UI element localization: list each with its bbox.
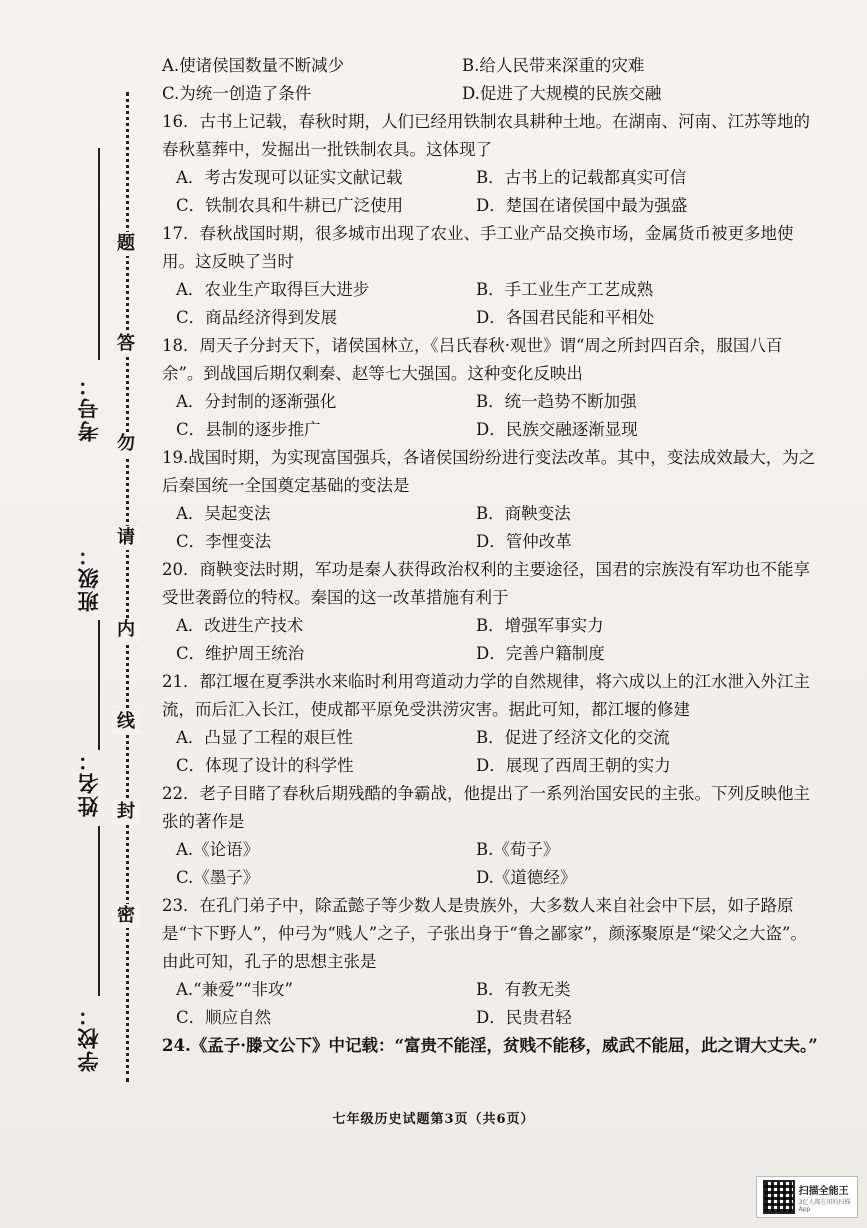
exam-number-label: 考号： bbox=[77, 373, 101, 442]
option-a[interactable]: A．考古发现可以证实文献记载 bbox=[176, 168, 403, 187]
seal-word-feng: 封 bbox=[112, 800, 140, 824]
seal-word-mi: 密 bbox=[112, 904, 140, 928]
option-d[interactable]: D．管仲改革 bbox=[476, 532, 572, 551]
option-c[interactable]: C．李悝变法 bbox=[176, 532, 272, 551]
option-row bbox=[162, 416, 822, 444]
option-row bbox=[162, 724, 822, 752]
seal-word-nei: 内 bbox=[112, 618, 140, 642]
option-b[interactable]: B．古书上的记载都真实可信 bbox=[476, 168, 687, 187]
option-d[interactable]: D.《道德经》 bbox=[476, 868, 577, 887]
question-15-tail bbox=[162, 52, 822, 108]
question-stem: 17．春秋战国时期，很多城市出现了农业、手工业产品交换市场，金属货币被更多地使用。这反映了当时 bbox=[162, 224, 794, 271]
option-b[interactable]: B．统一趋势不断加强 bbox=[476, 392, 637, 411]
seal-word-ti: 题 bbox=[112, 232, 140, 256]
option-b[interactable]: B．手工业生产工艺成熟 bbox=[476, 280, 654, 299]
option-c[interactable]: C．维护周王统治 bbox=[176, 644, 305, 663]
question-22 bbox=[162, 780, 822, 892]
scanner-app-name: 扫描全能王 bbox=[798, 1185, 849, 1197]
exam-number-line[interactable] bbox=[98, 148, 100, 360]
option-a[interactable]: A.《论语》 bbox=[176, 840, 260, 859]
option-c[interactable]: C．顺应自然 bbox=[176, 1008, 272, 1027]
option-row bbox=[162, 192, 822, 220]
option-b[interactable]: B．商鞅变法 bbox=[476, 504, 571, 523]
option-a[interactable]: A．改进生产技术 bbox=[176, 616, 304, 635]
seal-word-xian: 线 bbox=[112, 710, 140, 734]
question-23 bbox=[162, 892, 822, 1032]
question-list bbox=[162, 52, 822, 1060]
scanner-watermark-text bbox=[799, 1182, 857, 1213]
option-d[interactable]: D．展现了西周王朝的实力 bbox=[476, 756, 671, 775]
question-17 bbox=[162, 220, 822, 332]
option-row bbox=[162, 1004, 822, 1032]
qr-code-icon bbox=[763, 1180, 795, 1214]
option-d[interactable]: D．各国君民能和平相处 bbox=[476, 308, 655, 327]
option-a[interactable]: A．分封制的逐渐强化 bbox=[176, 392, 337, 411]
option-a[interactable]: A．吴起变法 bbox=[176, 504, 271, 523]
option-d[interactable]: D.促进了大规模的民族交融 bbox=[462, 84, 662, 103]
option-b[interactable]: B.给人民带来深重的灾难 bbox=[462, 56, 645, 75]
class-label: 班级： bbox=[77, 543, 101, 612]
option-row bbox=[162, 80, 822, 108]
option-row bbox=[162, 752, 822, 780]
option-b[interactable]: B．促进了经济文化的交流 bbox=[476, 728, 670, 747]
name-label: 姓名： bbox=[77, 748, 101, 817]
option-row bbox=[162, 612, 822, 640]
option-b[interactable]: B.《荀子》 bbox=[476, 840, 560, 859]
option-c[interactable]: C.《墨子》 bbox=[176, 868, 260, 887]
question-24 bbox=[162, 1032, 822, 1060]
option-row bbox=[162, 500, 822, 528]
option-d[interactable]: D．民族交融逐渐显现 bbox=[476, 420, 638, 439]
option-c[interactable]: C．铁制农具和牛耕已广泛使用 bbox=[176, 196, 404, 215]
option-a[interactable]: A.“兼爱”“非攻” bbox=[176, 980, 293, 999]
scanner-app-slogan: 3亿人都在用的扫描App bbox=[798, 1198, 851, 1213]
option-row bbox=[162, 276, 822, 304]
question-stem: 20．商鞅变法时期，军功是秦人获得政治权利的主要途径，国君的宗族没有军功也不能享受世袭爵位的特权。秦国的这一改革措施有利于 bbox=[162, 560, 810, 607]
class-line[interactable] bbox=[98, 620, 100, 750]
question-16 bbox=[162, 108, 822, 220]
option-c[interactable]: C．县制的逐步推广 bbox=[176, 420, 321, 439]
question-stem: 19.战国时期，为实现富国强兵，各诸侯国纷纷进行变法改革。其中，变法成效最大，为之后秦国统一全国奠定基础的变法是 bbox=[162, 448, 816, 495]
option-a[interactable]: A.使诸侯国数量不断减少 bbox=[162, 56, 345, 75]
school-label: 学校： bbox=[77, 1003, 101, 1072]
question-stem: 18．周天子分封天下，诸侯国林立，《吕氏春秋·观世》谓“周之所封四百余，服国八百余”。到战国后期仅剩秦、赵等七大强国。这种变化反映出 bbox=[162, 336, 783, 383]
question-stem: 21．都江堰在夏季洪水来临时利用弯道动力学的自然规律，将六成以上的江水泄入外江主流，而后汇入长江，使成都平原免受洪涝灾害。据此可知，都江堰的修建 bbox=[162, 672, 810, 719]
option-row bbox=[162, 528, 822, 556]
page-footer: 七年级历史试题第3页（共6页） bbox=[332, 1112, 535, 1127]
option-a[interactable]: A．农业生产取得巨大进步 bbox=[176, 280, 370, 299]
option-b[interactable]: B．有教无类 bbox=[476, 980, 571, 999]
question-stem: 22．老子目睹了春秋后期残酷的争霸战，他提出了一系列治国安民的主张。下列反映他主张的著作是 bbox=[162, 784, 810, 831]
option-d[interactable]: D．楚国在诸侯国中最为强盛 bbox=[476, 196, 688, 215]
seal-word-wu: 勿 bbox=[112, 432, 140, 456]
option-row bbox=[162, 164, 822, 192]
question-19 bbox=[162, 444, 822, 556]
seal-word-qing: 请 bbox=[112, 526, 140, 550]
option-a[interactable]: A．凸显了工程的艰巨性 bbox=[176, 728, 353, 747]
option-row bbox=[162, 52, 822, 80]
question-21 bbox=[162, 668, 822, 780]
option-d[interactable]: D．完善户籍制度 bbox=[476, 644, 605, 663]
option-row bbox=[162, 836, 822, 864]
option-c[interactable]: C．商品经济得到发展 bbox=[176, 308, 338, 327]
question-stem: 24.《孟子·滕文公下》中记载：“富贵不能淫，贫贱不能移，威武不能屈，此之谓大丈夫。” bbox=[162, 1036, 818, 1055]
option-row bbox=[162, 304, 822, 332]
option-row bbox=[162, 864, 822, 892]
scanner-watermark bbox=[756, 1176, 858, 1218]
question-18 bbox=[162, 332, 822, 444]
option-row bbox=[162, 388, 822, 416]
option-d[interactable]: D．民贵君轻 bbox=[476, 1008, 572, 1027]
name-line[interactable] bbox=[98, 826, 100, 996]
option-c[interactable]: C．体现了设计的科学性 bbox=[176, 756, 354, 775]
seal-word-da: 答 bbox=[112, 332, 140, 356]
question-stem: 23．在孔门弟子中，除孟懿子等少数人是贵族外，大多数人来自社会中下层，如子路原是“卞下野人”，仲弓为“贱人”之子，子张出身于“鲁之鄙家”，颜涿聚原是“梁父之大盗”。由此可知，孔子的思想主张是 bbox=[162, 896, 807, 971]
option-row bbox=[162, 976, 822, 1004]
option-row bbox=[162, 640, 822, 668]
question-stem: 16．古书上记载，春秋时期，人们已经用铁制农具耕种土地。在湖南、河南、江苏等地的春秋墓葬中，发掘出一批铁制农具。这体现了 bbox=[162, 112, 810, 159]
option-c[interactable]: C.为统一创造了条件 bbox=[162, 84, 312, 103]
question-20 bbox=[162, 556, 822, 668]
option-b[interactable]: B．增强军事实力 bbox=[476, 616, 604, 635]
